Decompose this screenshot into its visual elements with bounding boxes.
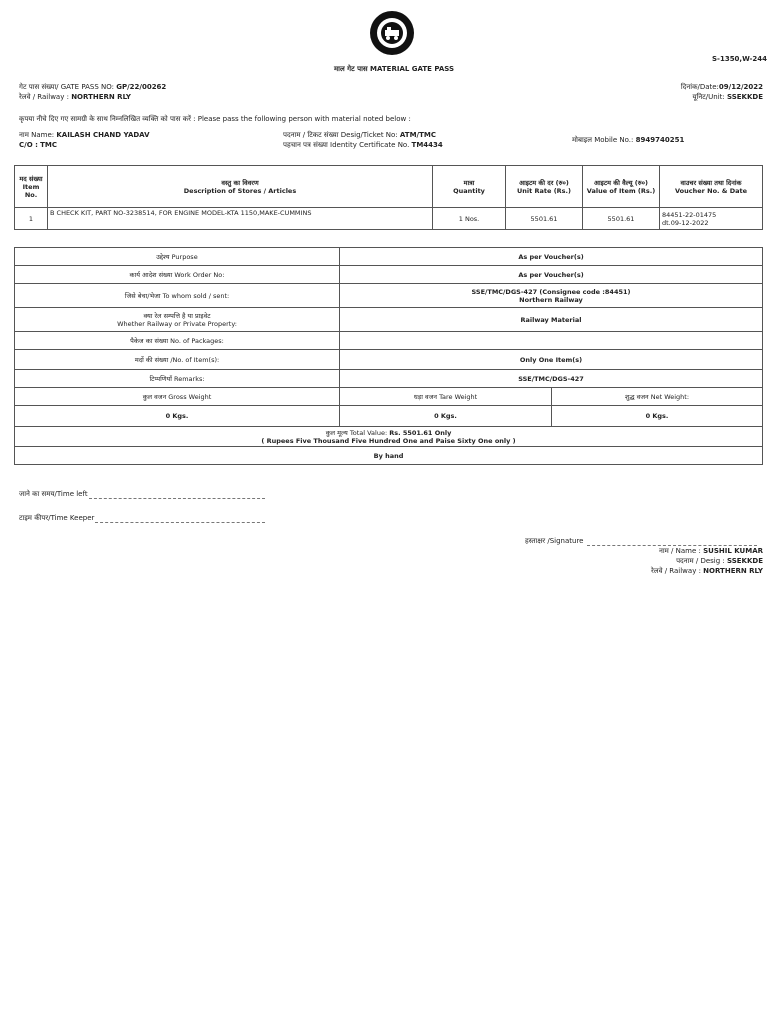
- total-row: [15, 427, 763, 447]
- work-order-label: कार्य आदेश संख्या Work Order No:: [15, 266, 340, 284]
- header-unit-rate: आइटम की दर (रु०) Unit Rate (Rs.): [506, 166, 583, 208]
- items-header-row: [15, 166, 763, 208]
- signatory-name: नाम / Name : SUSHIL KUMAR: [658, 547, 763, 555]
- cell-unit-rate: 5501.61: [506, 208, 583, 230]
- instruction-text: कृपया नीचे दिए गए सामग्री के साथ निम्नलिखित व्यक्ति को पास करें : Please pass the following person with material noted below :: [19, 115, 411, 123]
- packages-value: [340, 332, 763, 350]
- time-keeper: टाइम कीपर/Time Keeper: [19, 514, 265, 523]
- net-weight-value: 0 Kgs.: [552, 406, 763, 427]
- gross-weight-label: कुल वजन Gross Weight: [15, 388, 340, 406]
- tare-weight-value: 0 Kgs.: [340, 406, 552, 427]
- cell-value: 5501.61: [583, 208, 660, 230]
- cell-description: B CHECK KIT, PART NO-3238514, FOR ENGINE MODEL-KTA 1150,MAKE-CUMMINS: [48, 208, 433, 230]
- gatepass-railway: रेलवे / Railway : NORTHERN RLY: [19, 93, 132, 101]
- purpose-value: As per Voucher(s): [340, 248, 763, 266]
- signature-line: हस्ताक्षर /Signature: [525, 537, 757, 546]
- property-label: क्या रेल सम्पत्ति है या प्राइवेट Whether Railway or Private Property:: [15, 308, 340, 332]
- remarks-value: SSE/TMC/DGS-427: [340, 370, 763, 388]
- header-item-no: मद संख्या Item No.: [15, 166, 48, 208]
- net-weight-label: शुद्ध वजन Net Weight:: [552, 388, 763, 406]
- header-quantity: मात्रा Quantity: [433, 166, 506, 208]
- work-order-value: As per Voucher(s): [340, 266, 763, 284]
- property-row: [15, 308, 763, 332]
- mode-row: [15, 447, 763, 465]
- items-count-value: Only One Item(s): [340, 350, 763, 370]
- packages-row: [15, 332, 763, 350]
- form-code: S-1350,W-244: [712, 55, 768, 63]
- items-count-row: [15, 350, 763, 370]
- person-co: C/O : TMC: [19, 141, 58, 149]
- property-value: Railway Material: [340, 308, 763, 332]
- total-value: कुल मूल्य Total Value: Rs. 5501.61 Only ( Rupees Five Thousand Five Hundred One and Paise Sixty One only ): [15, 427, 763, 447]
- cell-quantity: 1 Nos.: [433, 208, 506, 230]
- details-table: [14, 247, 763, 465]
- weight-label-row: [15, 388, 763, 406]
- sold-to-label: जिसे बेचा/भेजा To whom sold / sent:: [15, 284, 340, 308]
- cell-item-no: 1: [15, 208, 48, 230]
- remarks-row: [15, 370, 763, 388]
- person-desig: पदनाम / टिकट संख्या Desig/Ticket No: ATM/TMC: [283, 131, 436, 139]
- purpose-label: उद्देश्य Purpose: [15, 248, 340, 266]
- person-mobile: मोबाइल Mobile No.: 8949740251: [572, 136, 685, 144]
- items-count-label: मदों की संख्या /No. of Item(s):: [15, 350, 340, 370]
- person-id: पहचान पत्र संख्या Identity Certificate No. TM4434: [283, 141, 443, 149]
- table-row: [15, 208, 763, 230]
- weight-value-row: [15, 406, 763, 427]
- remarks-label: टिप्पणियाँ Remarks:: [15, 370, 340, 388]
- sold-to-row: [15, 284, 763, 308]
- header-description: वस्तु का विवरण Description of Stores / Articles: [48, 166, 433, 208]
- signatory-desig: पदनाम / Desig : SSEKKDE: [676, 557, 763, 565]
- work-order-row: [15, 266, 763, 284]
- time-left: जाने का समय/Time left: [19, 490, 265, 499]
- header-value: आइटम की वैल्यू (रु०) Value of Item (Rs.): [583, 166, 660, 208]
- signatory-railway: रेलवे / Railway : NORTHERN RLY: [650, 567, 763, 575]
- gatepass-unit: यूनिट/Unit: SSEKKDE: [692, 93, 763, 101]
- page-title: माल गेट पास MATERIAL GATE PASS: [334, 65, 455, 73]
- gatepass-date: दिनांक/Date:09/12/2022: [680, 83, 763, 91]
- packages-label: पैकेज का संख्या No. of Packages:: [15, 332, 340, 350]
- sold-to-value: SSE/TMC/DGS-427 (Consignee code :84451) Northern Railway: [340, 284, 763, 308]
- items-table: [14, 165, 763, 230]
- cell-voucher: 84451-22-01475 dt.09-12-2022: [660, 208, 763, 230]
- mode-value: By hand: [15, 447, 763, 465]
- header-voucher: वाउचर संख्या तथा दिनांक Voucher No. & Date: [660, 166, 763, 208]
- tare-weight-label: धड़ा वजन Tare Weight: [340, 388, 552, 406]
- gross-weight-value: 0 Kgs.: [15, 406, 340, 427]
- purpose-row: [15, 248, 763, 266]
- gatepass-no: गेट पास संख्या/ GATE PASS NO: GP/22/00262: [19, 83, 167, 91]
- indian-railways-logo: [369, 10, 415, 56]
- person-name: नाम Name: KAILASH CHAND YADAV: [19, 131, 150, 139]
